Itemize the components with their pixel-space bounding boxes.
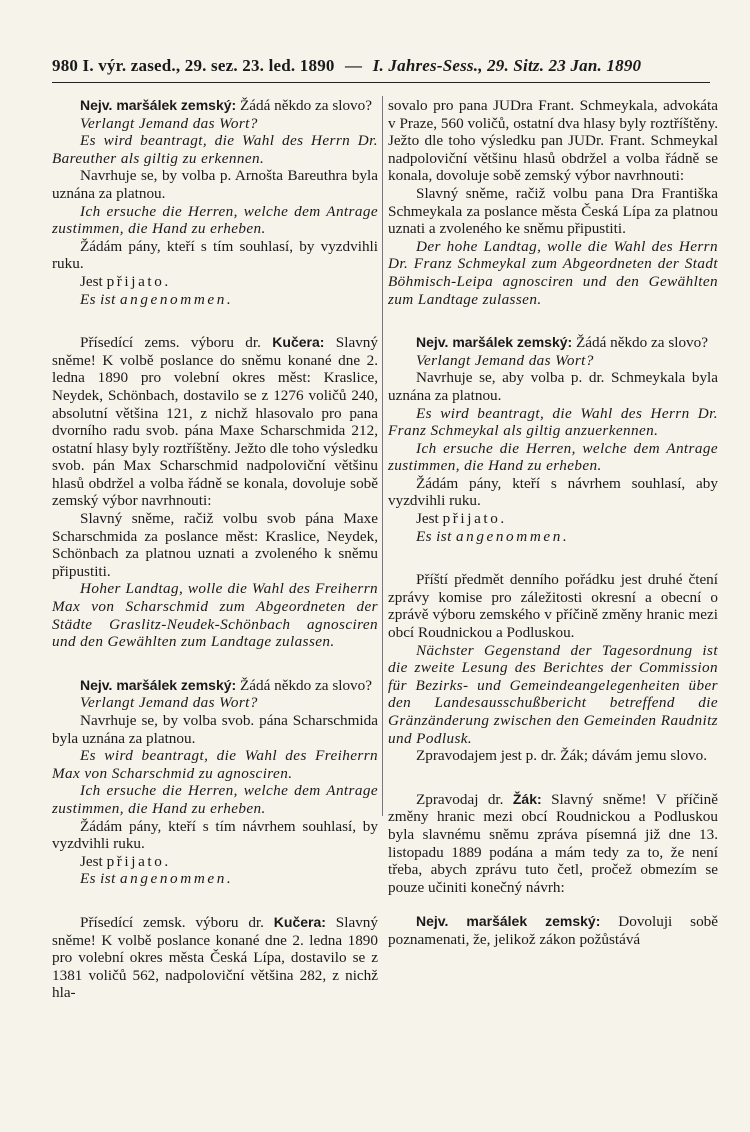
result-word: angenommen. (119, 290, 234, 308)
paragraph-german: Verlangt Jemand das Wort? (80, 114, 258, 132)
speaker-title: Přísedící zems. výboru dr. (80, 334, 273, 352)
paragraph-german: Hoher Landtag, wolle die Wahl des Freiherrn Max von Scharschmid zum Abgeordneten der Städte Graslitz-Neudek-Schönbach agnosciren und den Gewählten zum Landtage zulassen. (52, 580, 378, 651)
speaker-name: Nejv. maršálek zemský: (416, 913, 601, 930)
speech-text: Žádá někdo za slovo? (572, 334, 708, 352)
paragraph-german: Verlangt Jemand das Wort? (80, 694, 258, 712)
paragraph (388, 913, 718, 948)
column-divider (382, 96, 383, 816)
result-prefix: Jest (80, 852, 107, 870)
paragraph (388, 334, 718, 352)
paragraph: Příští předmět denního pořádku jest druhé čtení zprávy komise pro záležitosti okresní a obecní o zprávě výboru zemského v příčině změny hranic mezi obcí Roudnickou a Podluskou. (388, 571, 718, 642)
result-prefix: Jest (416, 510, 443, 528)
paragraph: Slavný sněme, račiž volbu svob pána Maxe Scharschmida za poslance měst: Kraslice, Neydek, Schönbach za platnou uznati a zvoleného k sněmu připustiti. (52, 510, 378, 580)
result-line (52, 853, 378, 871)
result-line-german (52, 870, 378, 888)
header-rule (52, 82, 710, 83)
result-word: přijato. (442, 510, 507, 528)
speaker-name: Kučera: (273, 913, 326, 930)
result-prefix: Es ist (416, 527, 456, 545)
speech-text: Slavný sněme! V příčině změny hranic mezi obcí Roudnickou a Podluskou byla slavnému sněmu zpráva písemná již dne 13. listopadu 1889 podána a mám tedy za to, že není třeba, abych zprávu tuto četl, pročež obmezím se pouze učiniti konečný návrh: (388, 790, 718, 896)
paragraph: Žádám pány, kteří s tím souhlasí, by vyzdvihli ruku. (52, 237, 378, 273)
paragraph: Navrhuje se, by volba p. Arnošta Bareuthra byla uznána za platnou. (52, 167, 378, 202)
paragraph-german: Es wird beantragt, die Wahl des Freiherrn Max von Scharschmid zu agnosciren. (52, 747, 378, 782)
paragraph-german: Es wird beantragt, die Wahl des Herrn Dr. Franz Schmeykal als giltig anzuerkennen. (388, 404, 718, 440)
header-left: 980 I. výr. zased., 29. sez. 23. led. 1890 (52, 56, 335, 75)
result-prefix: Es ist (80, 870, 120, 888)
paragraph-german: Nächster Gegenstand der Tagesordnung ist die zweite Lesung des Berichtes der Commission für Bezirks- und Gemeindeangelegenheiten über den Landesausschußbericht betreffend die Gränzänderung zwischen den Gemeinden Raudnitz und Podlusk. (388, 641, 718, 747)
speaker-title: Přísedící zemsk. výboru dr. (80, 913, 274, 931)
header-right: I. Jahres-Sess., 29. Sitz. 23 Jan. 1890 (372, 56, 642, 75)
paragraph: Žádám pány, kteří s tím návrhem souhlasí, by vyzdvihli ruku. (52, 817, 378, 853)
result-word: přijato. (106, 272, 171, 290)
running-header (52, 56, 712, 76)
paragraph: Žádám pány, kteří s návrhem souhlasí, aby vyzdvihli ruku. (388, 474, 718, 510)
paragraph: Slavný sněme, račiž volbu pana Dra Františka Schmeykala za poslance města Česká Lípa za platnou uznati a zvoleného ke sněmu připustiti. (388, 184, 718, 238)
speaker-name: Nejv. maršálek zemský: (80, 676, 237, 693)
result-line (52, 273, 378, 291)
paragraph (388, 791, 718, 897)
paragraph-german: Ich ersuche die Herren, welche dem Antrage zustimmen, die Hand zu erheben. (52, 782, 378, 817)
result-word: angenommen. (119, 870, 234, 888)
speech-text: Slavný sněme! K volbě poslance do sněmu konané dne 2. ledna 1890 pro volební okres měst: Kraslice, Neydek, Schönbach, dostavilo se z 1276 voličů 240, absolutní většina 121, z nichž hlasovalo pro pana dvorního radu svob. pána Maxe Scharschmida 212, ostatní hlasy byly roztříštěny. Ježto dle toho výsledku svob. pán Max Scharschmid nadpoloviční většinu hlasů obdržel a volba řádně se konala, dovoluje sobě zemský výbor navrhnouti: (52, 334, 378, 510)
paragraph-german: Der hohe Landtag, wolle die Wahl des Herrn Dr. Franz Schmeykal zum Abgeordneten der Stadt Böhmisch-Leipa agnosciren und den Gewählten zum Landtage zulassen. (388, 237, 718, 308)
speech-text: Slavný sněme! K volbě poslance konané dne 2. ledna 1890 pro volební okres města Česká Lípa, dostavilo se z 1381 voličů 562, nadpoloviční většina 282, z nichž hla- (52, 913, 378, 1002)
result-word: přijato. (106, 852, 171, 870)
paragraph-german: Es wird beantragt, die Wahl des Herrn Dr. Bareuther als giltig zu erkennen. (52, 132, 378, 167)
paragraph (52, 334, 378, 510)
speech-text: Žádá někdo za slovo? (236, 97, 372, 114)
result-line (388, 510, 718, 528)
paragraph-german: Verlangt Jemand das Wort? (416, 351, 594, 369)
paragraph: sovalo pro pana JUDra Frant. Schmeykala, advokáta v Praze, 560 voličů, ostatní dva hlasy byly roztříštěny. Ježto dle toho výsledku pan JUDr. Frant. Schmeykal nadpoloviční většinu hlasů obdržel a volba řádně se konala, dovoluje sobě zemský výbor navrhnouti: (388, 97, 718, 185)
result-line-german (52, 291, 378, 309)
paragraph (52, 914, 378, 1002)
speaker-title: Zpravodaj dr. (416, 790, 513, 808)
paragraph-german: Ich ersuche die Herren, welche dem Antrage zustimmen, die Hand zu erheben. (388, 439, 718, 475)
speaker-name: Kučera: (272, 334, 325, 351)
paragraph: Navrhuje se, by volba svob. pána Scharschmida byla uznána za platnou. (52, 712, 378, 747)
speaker-name: Žák: (512, 790, 542, 807)
left-column (52, 97, 378, 1002)
paragraph (52, 97, 378, 115)
right-column (388, 97, 718, 949)
result-line-german (388, 528, 718, 546)
result-word: angenommen. (455, 527, 570, 545)
paragraph-german: Ich ersuche die Herren, welche dem Antrage zustimmen, die Hand zu erheben. (52, 202, 378, 238)
speaker-name: Nejv. maršálek zemský: (80, 97, 237, 113)
paragraph: Navrhuje se, aby volba p. dr. Schmeykala byla uznána za platnou. (388, 369, 718, 404)
paragraph (52, 677, 378, 695)
speech-text: Dovoluji sobě poznamenati, že, jelikož zákon požůstává (388, 913, 718, 948)
result-prefix: Es ist (80, 290, 120, 308)
result-prefix: Jest (80, 272, 107, 290)
header-separator: — (345, 56, 363, 75)
speech-text: Žádá někdo za slovo? (236, 676, 372, 694)
paragraph: Zpravodajem jest p. dr. Žák; dávám jemu slovo. (416, 747, 708, 765)
speaker-name: Nejv. maršálek zemský: (416, 334, 573, 351)
